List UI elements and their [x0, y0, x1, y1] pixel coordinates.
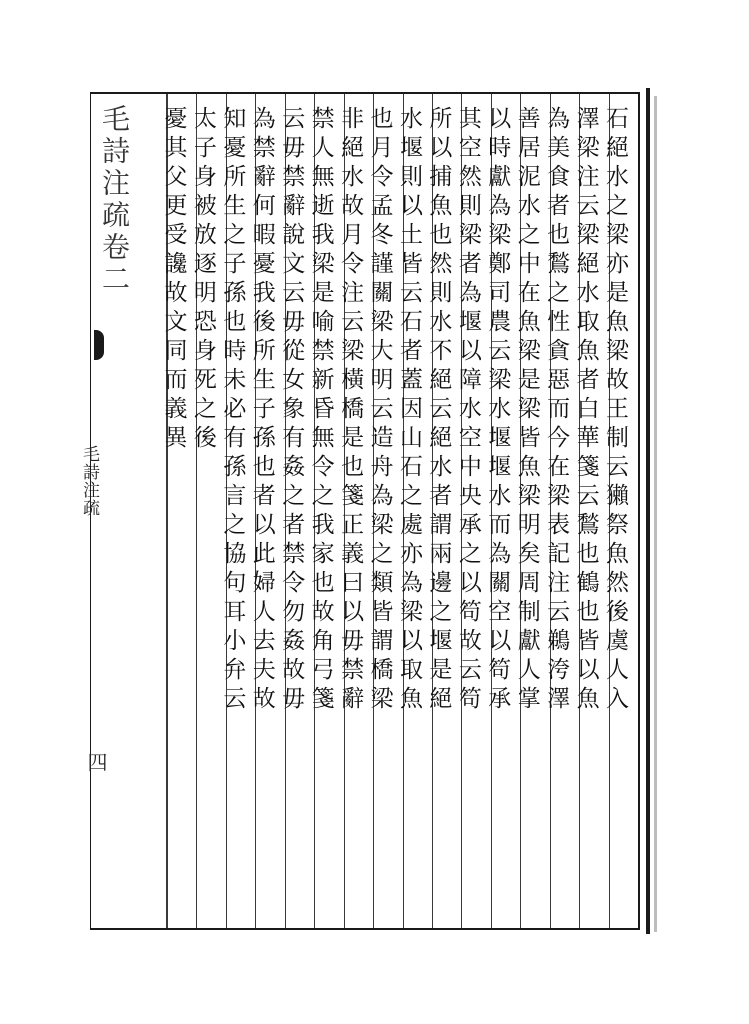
text-column: 憂其父更受讒故文同而義異	[167, 94, 196, 928]
text-column: 非絕水故月令注云梁橫橋是也箋正義曰以毋禁辭	[344, 94, 373, 928]
text-column: 以時獻為梁鄭司農云梁水堰堰水而為關空以笱承	[491, 94, 520, 928]
text-column: 石絕水之梁亦是魚梁故王制云獺祭魚然後虞人入	[609, 94, 638, 928]
text-column: 水堰則以土皆云石者蓋因山石之處亦為梁以取魚	[403, 94, 432, 928]
frame-right-shadow	[654, 96, 657, 932]
text-column: 澤梁注云梁絕水取魚者白華箋云鶖也鶴也皆以魚	[579, 94, 608, 928]
text-column: 其空然則梁者為堰以障水空中央承之以笱故云笱	[461, 94, 490, 928]
text-column: 也月令孟冬謹關梁大明云造舟為梁之類皆謂橋梁	[373, 94, 402, 928]
text-column: 善居泥水之中在魚梁是梁皆魚梁明矣周制獻人掌	[520, 94, 549, 928]
page-number: 四	[84, 752, 108, 772]
text-column: 為禁辭何暇憂我後所生子孫也者以此婦人去夫故	[255, 94, 284, 928]
text-column: 太子身被放逐明恐身死之後	[196, 94, 225, 928]
text-column: 知憂所生之子孫也時未必有孫言之協句耳小弁云	[226, 94, 255, 928]
text-columns	[160, 94, 638, 928]
frame-right-border	[646, 88, 650, 934]
banxin-label: 毛詩注疏	[79, 445, 99, 517]
banxin-title: 毛詩注疏卷二	[98, 104, 131, 296]
text-column: 所以捕魚也然則水不絕云絕水者謂兩邊之堰是絕	[432, 94, 461, 928]
text-column: 為美食者也鶖之性貪惡而今在梁表記注云鵜洿澤	[550, 94, 579, 928]
text-column: 云毋禁辭說文云毋從女象有姦之者禁令勿姦故毋	[285, 94, 314, 928]
text-column: 禁人無逝我梁是喻禁新昏無令之我家也故角弓箋	[314, 94, 343, 928]
fish-tail-mark	[94, 330, 104, 360]
